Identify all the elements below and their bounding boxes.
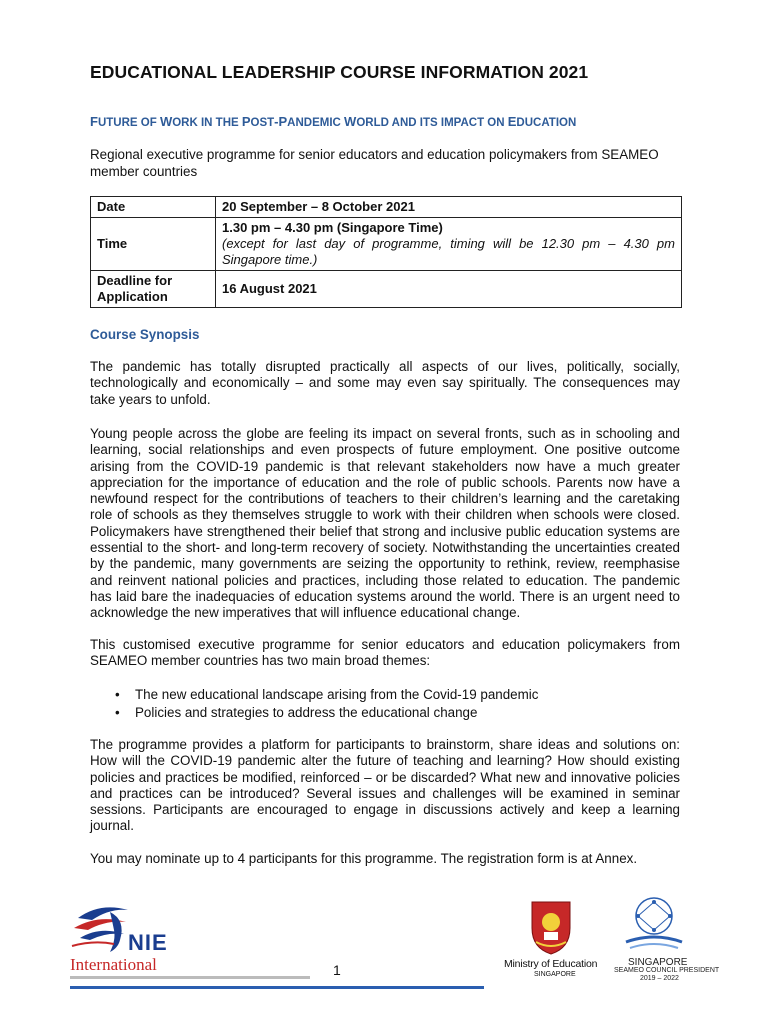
time-note: (except for last day of programme, timing will be 12.30 pm – 4.30 pm Singapore time.) [222, 236, 675, 267]
list-item: • Policies and strategies to address the educational change [115, 705, 478, 720]
seameo-text-3: 2019 – 2022 [640, 975, 679, 982]
moe-crest-icon [526, 898, 576, 956]
paragraph-3: This customised executive programme for senior educators and education policymakers from SEAMEO member countries has two main broad themes: [90, 637, 680, 669]
time-value: 1.30 pm – 4.30 pm (Singapore Time) (except for last day of programme, timing will be 12.30 pm – 4.30 pm Singapore time.) [216, 218, 682, 271]
moe-text: Ministry of Education [504, 958, 598, 970]
course-info-table [90, 196, 682, 308]
date-label: Date [91, 197, 216, 218]
date-value: 20 September – 8 October 2021 [216, 197, 682, 218]
deadline-label: Deadline for Application [91, 271, 216, 308]
nie-logo-icon [70, 900, 140, 955]
moe-sub-text: SINGAPORE [534, 971, 576, 978]
table-row-time [91, 218, 682, 271]
bullet-icon: • [115, 687, 120, 702]
paragraph-4: The programme provides a platform for participants to brainstorm, share ideas and solutions on: How will the COVID-19 pandemic alter the future of teaching and learning? How should existing policies and practices be modified, reinforced – or be discarded? What new and innovative policies and practices can be introduced? Several issues and challenges will be examined in seminar sessions. Participants are encouraged to engage in discussions actively and keep a learning journal. [90, 737, 680, 834]
seameo-text-1: SINGAPORE [628, 957, 688, 968]
paragraph-5: You may nominate up to 4 participants for this programme. The registration form is at Annex. [90, 851, 638, 866]
paragraph-2: Young people across the globe are feeling its impact on several fronts, such as in schooling and learning, social relationships and even prospects of future employment. One positive outcome arising from the COVID-19 pandemic is that relevant stakeholders now have a much greater appreciation for the importance of education and the role of public schools. Parents now have a newfound respect for the contributions of teachers to their children’s learning and the caretaking role of schools as they themselves struggle to work with their children when schools were closed. Policymakers have strengthened their belief that strong and inclusive public education systems are essential to the short- and long-term recovery of society. Notwithstanding the uncertainties created by the pandemic, many governments are seizing the opportunity to rethink, review, reemphasise and reinvent national policies and practices, including those related to education. The pandemic has laid bare the inadequacies of education systems around the world. There is an urgent need to acknowledge the new imperatives that will influence educational change. [90, 426, 680, 621]
nie-logo-text: NIE [128, 930, 168, 955]
intro-text: Regional executive programme for senior educators and education policymakers from SEAMEO member countries [90, 147, 659, 179]
deadline-value: 16 August 2021 [216, 271, 682, 308]
seameo-logo-icon [620, 894, 690, 954]
table-row-deadline [91, 271, 682, 308]
nie-international-text: International [70, 955, 157, 974]
time-label: Time [91, 218, 216, 271]
page-subtitle: FUTURE OF WORK IN THE POST-PANDEMIC WORLD AND ITS IMPACT ON EDUCATION [90, 114, 577, 129]
table-row-date [91, 197, 682, 218]
themes-list [90, 686, 680, 722]
page-title: EDUCATIONAL LEADERSHIP COURSE INFORMATION 2021 [90, 62, 589, 82]
synopsis-heading: Course Synopsis [90, 327, 200, 342]
footer-divider-blue [70, 986, 484, 989]
paragraph-1: The pandemic has totally disrupted practically all aspects of our lives, politically, socially, technologically and economically – and some may even say spiritually. The consequences may take years to unfold. [90, 359, 680, 407]
seameo-text-2: SEAMEO COUNCIL PRESIDENT [614, 967, 720, 974]
footer-divider-grey [70, 976, 310, 979]
page-number: 1 [333, 962, 341, 978]
list-item: • The new educational landscape arising from the Covid-19 pandemic [115, 687, 539, 702]
bullet-icon: • [115, 705, 120, 720]
